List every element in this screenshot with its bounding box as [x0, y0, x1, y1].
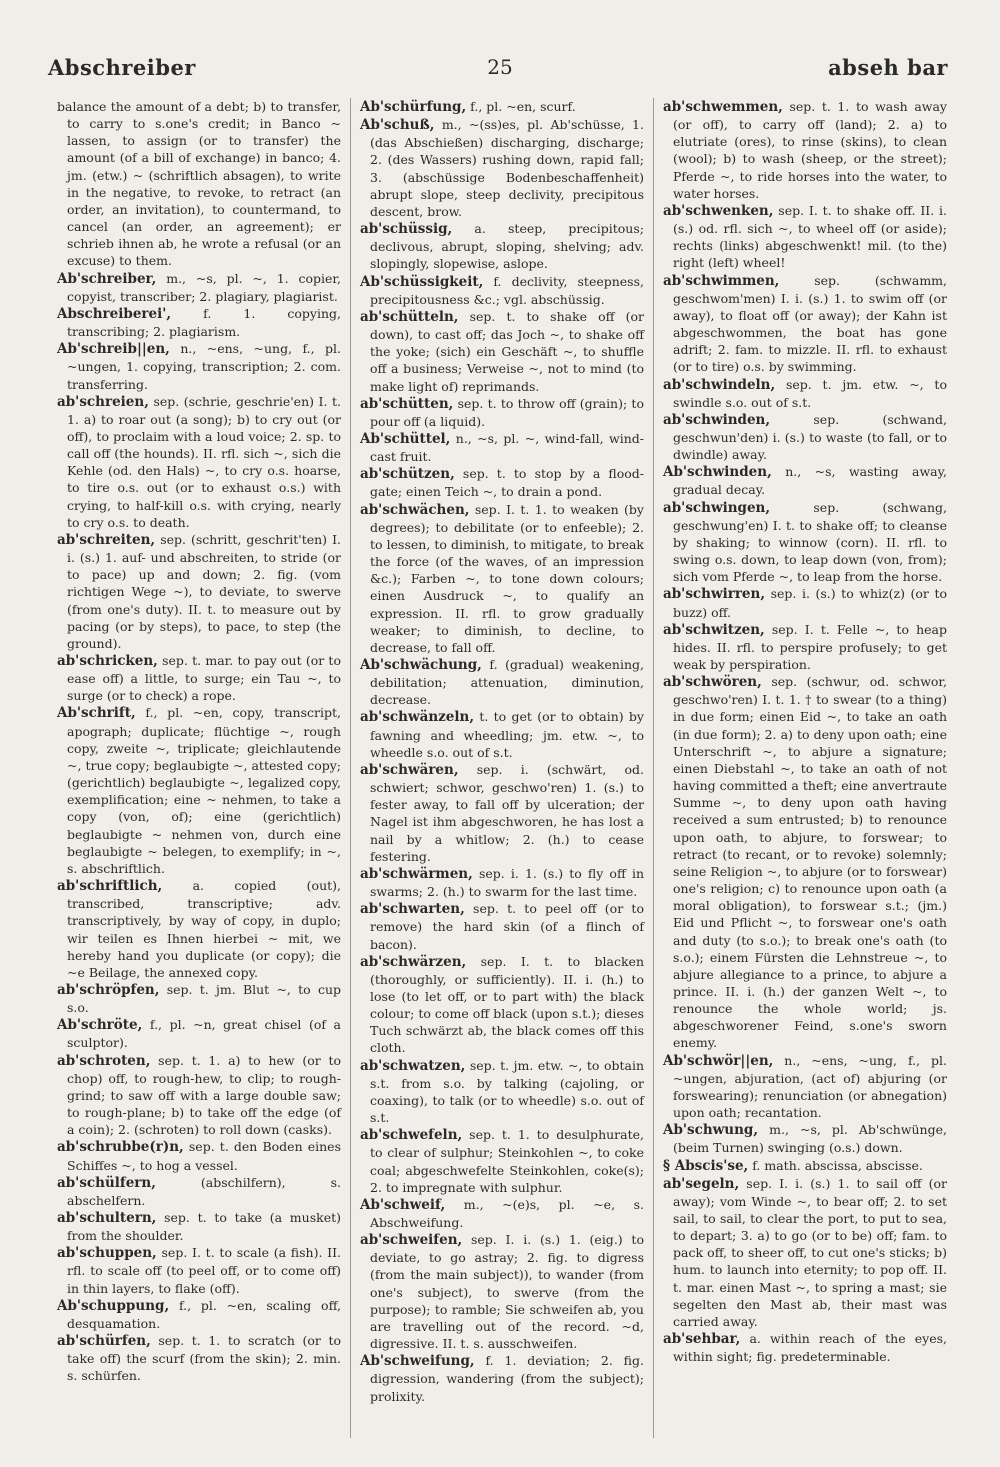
entry-headword: ab'schwärmen,: [360, 865, 473, 882]
dictionary-entry: [57, 877, 341, 981]
dictionary-entry: [57, 305, 341, 340]
dictionary-entry: [360, 98, 644, 116]
dictionary-entry: [57, 1174, 341, 1209]
dictionary-entry: [57, 340, 341, 392]
entry-headword: ab'schwimmen,: [663, 272, 780, 289]
entry-definition: f. (gradual) weakening, debilitation; attenuation, diminution, decrease.: [370, 657, 644, 708]
entry-definition: f., pl. ~en, scurf.: [470, 99, 576, 114]
entry-headword: ab'schreiten,: [57, 531, 156, 548]
entry-definition: m., ~(ss)es, pl. Ab'schüsse, 1. (das Abschießen) discharging, discharge; 2. (des Wassers) rushing down, rapid fall; 3. (abschüssige Bodenbeschaffenheit) abrupt slope, steep declivity, precipitous descent, brow.: [370, 117, 644, 219]
entry-definition: f., pl. ~en, copy, transcript, apograph; duplicate; flüchtige ~, rough copy, zweite ~, triplicate; gleichlautende ~, true copy; beglaubigte ~, attested copy; (gerichtlich) beglaubigte ~, legalized copy, exemplification; eine ~ nehmen, to take a copy (von, of); eine (gerichtlich) beglaubigte ~ nehmen von, durch eine beglaubigte ~ belegen, to exemplify; in ~, s. abschriftlich.: [67, 705, 341, 876]
entry-definition: sep. t. 1. to wash away (or off), to carry off (land); 2. a) to elutriate (ores), to rinse (skins), to clean (wool); b) to wash (sheep, or the street); Pferde ~, to ride horses into the water, to water horses.: [673, 99, 947, 201]
dictionary-entry: [57, 393, 341, 531]
dictionary-entry: [57, 1052, 341, 1139]
entry-definition: f., pl. ~en, scaling off, desquamation.: [67, 1297, 341, 1331]
entry-definition: m., ~s, pl. ~, 1. copier, copyist, transcriber; 2. plagiary, plagiarist.: [67, 270, 341, 304]
entry-headword: Ab'schweifung,: [360, 1353, 475, 1370]
dictionary-entry: [360, 501, 644, 656]
entry-headword: ab'schütteln,: [360, 308, 459, 325]
entry-headword: Ab'schwinden,: [663, 464, 772, 481]
entry-headword: Ab'schweif,: [360, 1196, 446, 1213]
dictionary-entry: [360, 1057, 644, 1127]
entry-definition: f. 1. copying, transcribing; 2. plagiarism.: [67, 305, 341, 340]
dictionary-entry: [360, 953, 644, 1057]
entry-definition: sep. t. 1. a) to hew (or to chop) off, to rough-hew, to clip; to rough-grind; to saw off with a large double saw; to rough-plane; b) to take off the edge (of a coin); 2. (schroten) to roll down (casks).: [67, 1052, 341, 1138]
entry-headword: ab'schuppen,: [57, 1245, 157, 1262]
column-3: [653, 98, 956, 1438]
entry-definition: m., ~s, pl. Ab'schwünge, (beim Turnen) swinging (o.s.) down.: [673, 1122, 947, 1156]
page-header: [0, 55, 1000, 91]
entry-headword: Ab'schrift,: [57, 705, 136, 722]
dictionary-entry: [360, 220, 644, 272]
entry-headword: Ab'schürfung,: [360, 99, 467, 115]
entry-definition: sep. I. t. 1. to weaken (by degrees); to debilitate (or to enfeeble); 2. to lessen, to diminish, to mitigate, to break the force (of the waves, of an impression &c.); Farben ~, to tone down colours; einen Ausdruck ~, to qualify an expression. II. rfl. to grow gradually weaker; to diminish, to decline, to decrease, to fall off.: [370, 501, 644, 655]
dictionary-entry: [663, 376, 947, 411]
dictionary-entry: [360, 1126, 644, 1196]
entry-headword: Ab'schuppung,: [57, 1297, 170, 1314]
entry-headword: Ab'schreib||en,: [57, 341, 170, 358]
entry-definition: sep. i. 1. (s.) to fly off in swarms; 2. (h.) to swarm for the last time.: [370, 865, 644, 900]
entry-definition: a. within reach of the eyes, within sight; fig. predeterminable.: [673, 1331, 947, 1365]
entry-headword: ab'schwänzeln,: [360, 709, 475, 726]
entry-definition: n., ~s, wasting away, gradual decay.: [673, 464, 947, 498]
entry-headword: ab'schülfern,: [57, 1174, 156, 1191]
dictionary-entry: [360, 116, 644, 220]
entry-headword: ab'schütten,: [360, 395, 454, 412]
dictionary-entry: [663, 411, 947, 463]
entry-definition: f. 1. deviation; 2. fig. digression, wandering (from the subject); prolixity.: [370, 1353, 644, 1404]
dictionary-entry: [57, 98, 341, 270]
dictionary-entry: [57, 1209, 341, 1244]
entry-headword: ab'schultern,: [57, 1210, 157, 1226]
dictionary-entry: [663, 585, 947, 620]
entry-headword: ab'schwären,: [360, 761, 459, 778]
entry-definition: m., ~(e)s, pl. ~e, s. Abschweifung.: [370, 1196, 644, 1230]
dictionary-entry: [57, 1244, 341, 1296]
entry-headword: ab'schwören,: [663, 674, 762, 691]
entry-headword: ab'sehbar,: [663, 1331, 741, 1348]
entry-headword: Ab'schwung,: [663, 1122, 759, 1139]
entry-definition: sep. t. mar. to pay out (or to ease off) a little, to surge; ein Tau ~, to surge (or to check) a rope.: [67, 653, 341, 704]
dictionary-entry: [663, 463, 947, 498]
entry-headword: Ab'schwör||en,: [663, 1052, 774, 1069]
entry-definition: sep. i. (s.) to whiz(z) (or to buzz) off.: [673, 586, 947, 620]
entry-headword: Ab'schüssigkeit,: [360, 273, 484, 290]
entry-definition: sep. (schwang, geschwung'en) I. t. to shake off; to cleanse by shaking; to winnow (corn). II. rfl. to swing o.s. down, to leap down (von, from); sich vom Pferde ~, to leap from the horse.: [673, 499, 947, 585]
entry-definition: sep. t. 1. to scratch (or to take off) the scurf (from the skin); 2. min. s. schürfen.: [67, 1333, 341, 1384]
entry-headword: § Abscis'se,: [663, 1157, 749, 1174]
entry-definition: sep. I. t. to scale (a fish). II. rfl. to scale off (to peel off, or to come off) in thin layers, to flake (off).: [67, 1245, 341, 1296]
entry-headword: ab'schricken,: [57, 653, 158, 669]
entry-headword: ab'schwemmen,: [663, 99, 783, 115]
entry-headword: Ab'schüttel,: [360, 430, 451, 447]
entry-definition: sep. t. jm. Blut ~, to cup s.o.: [67, 981, 341, 1016]
dictionary-entry: [57, 1016, 341, 1051]
entry-headword: ab'schützen,: [360, 466, 455, 483]
running-head-right: abseh bar: [828, 55, 948, 80]
entry-headword: ab'schwindeln,: [663, 376, 776, 393]
entry-headword: ab'schreien,: [57, 393, 149, 410]
entry-definition: sep. I. t. Felle ~, to heap hides. II. rfl. to perspire profusely; to get weak by perspiration.: [673, 621, 947, 672]
entry-definition: sep. I. i. (s.) 1. (eig.) to deviate, to go astray; 2. fig. to digress (from the main subject)), to wander (from one's subject), to swerve (from the purpose); to ramble; Sie schweifen ab, you are travelling out of the record. ~d, digressive. II. t. s. ausschweifen.: [370, 1232, 644, 1352]
entry-headword: ab'schwatzen,: [360, 1057, 466, 1074]
dictionary-entry: [663, 1175, 947, 1330]
dictionary-entry: [360, 465, 644, 500]
column-1: [48, 98, 350, 1438]
entry-headword: ab'schriftlich,: [57, 878, 163, 895]
entry-headword: ab'schwinden,: [663, 411, 771, 428]
entry-headword: ab'schweifen,: [360, 1232, 463, 1249]
dictionary-entry: [360, 395, 644, 430]
dictionary-entry: [360, 761, 644, 865]
dictionary-entry: [57, 981, 341, 1016]
entry-definition: sep. t. to shake off (or down), to cast off; das Joch ~, to shake off the yoke; (sich) ein Geschäft ~, to shuffle off a business; Verweise ~, not to mind (to make light of) reprimands.: [370, 308, 644, 394]
entry-definition: sep. (schrie, geschrie'en) I. t. 1. a) to roar out (a song); b) to cry out (or off), to proclaim with a loud voice; 2. sp. to call off (the hounds). II. rfl. sich ~, sich die Kehle (od. den Hals) ~, to cry o.s. hoarse, to tire o.s. out (or to exhaust o.s.) with crying, to half-kill o.s. with crying, nearly to cry o.s. to death.: [67, 393, 341, 530]
page-number: 25: [487, 55, 513, 79]
dictionary-entry: [57, 652, 341, 704]
dictionary-entry: [57, 531, 341, 652]
entry-headword: ab'schwächen,: [360, 501, 470, 518]
entry-definition: n., ~ens, ~ung, f., pl. ~ungen, 1. copying, transcription; 2. com. transferring.: [67, 341, 341, 392]
entry-definition: sep. t. to take (a musket) from the shoulder.: [67, 1210, 341, 1244]
entry-definition: sep. I. i. (s.) 1. to sail off (or away); vom Winde ~, to bear off; 2. to set sail, to sail, to clear the port, to put to sea, to depart; 3. a) to go (or to be) off; fam. to pack off, to sheer off, to cut one's sticks; b) hum. to launch into eternity; to pop off. II. t. mar. einen Mast ~, to spring a mast; sie segelten den Mast ab, their mast was carried away.: [673, 1175, 947, 1329]
entry-headword: Ab'schreiber,: [57, 270, 157, 287]
entry-headword: ab'schüssig,: [360, 221, 453, 238]
entry-definition: sep. I. t. to blacken (thoroughly, or sufficiently). II. i. (h.) to lose (to let off, or to part with) the black colour; to come off black (upon s.t.); dieses Tuch schwärzt ab, the black comes off this cloth.: [370, 953, 644, 1056]
entry-definition: a. copied (out), transcribed, transcriptive; adv. transcriptively, by way of copy, in duplo; wir teilen es Ihnen hierbei ~ mit, we hereby hand you duplicate (or copy); die ~e Beilage, the annexed copy.: [67, 878, 341, 980]
dictionary-entry: [360, 900, 644, 952]
entry-headword: Abschreiberei',: [57, 305, 172, 322]
dictionary-entry: [663, 499, 947, 586]
entry-headword: ab'schroten,: [57, 1052, 151, 1069]
entry-headword: ab'schwenken,: [663, 202, 774, 219]
entry-definition: sep. t. 1. to desulphurate, to clear of sulphur; Steinkohlen ~, to coke coal; abgeschwefelte Steinkohlen, coke(s); 2. to impregnate with sulphur.: [370, 1127, 644, 1195]
dictionary-entry: [57, 1332, 341, 1384]
entry-definition: sep. t. jm. etw. ~, to swindle s.o. out of s.t.: [673, 376, 947, 410]
entry-headword: ab'schröpfen,: [57, 981, 160, 998]
dictionary-entry: [360, 430, 644, 465]
entry-definition: a. steep, precipitous; declivous, abrupt, sloping, shelving; adv. slopingly, slopewise, aslope.: [370, 221, 644, 272]
dictionary-entry: [663, 98, 947, 202]
entry-headword: Ab'schwächung,: [360, 657, 482, 673]
entry-definition: sep. i. (schwärt, od. schwiert; schwor, geschwo'ren) 1. (s.) to fester away, to fall off by ulceration; der Nagel ist ihm abgeschworen, he has lost a nail by a whitlow; 2. (h.) to cease festering.: [370, 761, 644, 864]
entry-definition: sep. (schwand, geschwun'den) i. (s.) to waste (to fall, or to dwindle) away.: [673, 411, 947, 463]
entry-definition: sep. (schwur, od. schwor, geschwo'ren) I. t. 1. † to swear (to a thing) in due form; einen Eid ~, to take an oath (in due form); 2. a) to deny upon oath; eine Unterschrift ~, to abjure a signature; einen Diebstahl ~, to take an oath of not having committed a theft; eine anvertraute Summe ~, to deny upon oath having received a sum entrusted; b) to renounce upon oath, to abjure, to forswear; to retract (to recant, or to revoke) solemnly; seine Religion ~, to abjure (or to forswear) one's religion; c) to renounce upon oath (a moral obligation), to forswear s.t.; (jm.) Eid und Pflicht ~, to forswear one's oath and duty (to s.o.); to break one's oath (to s.o.); einem Fürsten die Lehnstreue ~, to abjure allegiance to a prince, to abjure a prince. II. i. (h.) der ganzen Welt ~, to renounce the whole world; js. abgeschworener Feind, s.one's sworn enemy.: [673, 674, 947, 1051]
entry-headword: Ab'schröte,: [57, 1017, 143, 1034]
dictionary-entry: [663, 1330, 947, 1365]
entry-definition: sep. t. den Boden eines Schiffes ~, to hog a vessel.: [67, 1139, 341, 1173]
dictionary-entry: [360, 656, 644, 708]
entry-definition: sep. (schritt, geschrit'ten) I. i. (s.) 1. auf- und abschreiten, to stride (or to pace) up and down; 2. fig. (vom richtigen Wege ~), to deviate, to swerve (from one's duty). II. t. to measure out by pacing (or by steps), to pace, to step (the ground).: [67, 531, 341, 651]
entry-headword: ab'schwirren,: [663, 586, 766, 603]
dictionary-entry: [57, 1297, 341, 1332]
dictionary-entry: [663, 1052, 947, 1122]
dictionary-entry: [663, 1121, 947, 1156]
dictionary-entry: [360, 308, 644, 395]
dictionary-entry: [360, 273, 644, 308]
entry-headword: ab'schürfen,: [57, 1333, 151, 1350]
dictionary-entry: [360, 708, 644, 760]
entry-definition: t. to get (or to obtain) by fawning and wheedling; jm. etw. ~, to wheedle s.o. out of s.t.: [370, 709, 644, 760]
entry-definition: n., ~s, pl. ~, wind-fall, wind-cast fruit.: [370, 430, 644, 465]
entry-definition: f. math. abscissa, abscisse.: [752, 1157, 923, 1173]
dictionary-entry: [57, 270, 341, 305]
dictionary-entry: [360, 1352, 644, 1404]
entry-definition: balance the amount of a debt; b) to transfer, to carry to s.one's credit; in Banco ~ lassen, to assign (or to transfer) the amount (of a bill of exchange) in banco; 4. jm. (etw.) ~ (schriftlich absagen), to write in the negative, to revoke, to retract (an order, an invitation), to countermand, to cancel (an order, an agreement); er schrieb ihnen ab, he wrote a refusal (or an excuse) to them.: [57, 99, 341, 269]
dictionary-entry: [663, 1157, 947, 1175]
dictionary-entry: [663, 202, 947, 272]
entry-headword: ab'schwarten,: [360, 901, 465, 918]
entry-headword: ab'schwefeln,: [360, 1127, 463, 1144]
entry-definition: sep. t. to throw off (grain); to pour off (a liquid).: [370, 395, 644, 429]
entry-headword: ab'schwingen,: [663, 499, 771, 516]
entry-definition: sep. t. to peel off (or to remove) the hard skin (of a flinch of bacon).: [370, 901, 644, 952]
dictionary-entry: [663, 621, 947, 673]
column-2: [350, 98, 653, 1438]
dictionary-entry: [663, 673, 947, 1051]
dictionary-entry: [663, 272, 947, 376]
entry-headword: ab'schwitzen,: [663, 621, 765, 638]
entry-definition: sep. I. t. to shake off. II. i. (s.) od. rfl. sich ~, to wheel off (or aside); rechts (links) abgeschwenkt! mil. (to the) right (left) wheel!: [673, 202, 948, 271]
dictionary-columns: [48, 98, 956, 1438]
entry-definition: n., ~ens, ~ung, f., pl. ~ungen, abjuration, (act of) abjuring (or forswearing); renunciation (or abnegation) upon oath; recantation.: [673, 1052, 947, 1121]
entry-definition: (abschilfern), s. abschelfern.: [67, 1174, 341, 1208]
dictionary-entry: [360, 1196, 644, 1231]
dictionary-entry: [360, 1231, 644, 1352]
entry-headword: Ab'schuß,: [360, 117, 435, 134]
dictionary-entry: [360, 865, 644, 900]
entry-headword: ab'schwärzen,: [360, 953, 467, 970]
entry-definition: sep. t. jm. etw. ~, to obtain s.t. from s.o. by talking (cajoling, or coaxing), to talk (or to wheedle) s.o. out of s.t.: [370, 1057, 645, 1126]
entry-definition: f., pl. ~n, great chisel (of a sculptor).: [67, 1017, 341, 1051]
dictionary-entry: [57, 704, 341, 877]
entry-definition: sep. t. to stop by a flood-gate; einen Teich ~, to drain a pond.: [370, 466, 644, 500]
dictionary-entry: [57, 1138, 341, 1173]
running-head-left: Abschreiber: [48, 55, 196, 80]
entry-headword: ab'segeln,: [663, 1175, 740, 1192]
entry-definition: sep. (schwamm, geschwom'men) I. i. (s.) 1. to swim off (or away), to float off (or away); der Kahn ist abgeschwommen, the boat has gone adrift; 2. fam. to mizzle. II. rfl. to exhaust (or to tire) o.s. by swimming.: [673, 272, 947, 375]
entry-definition: f. declivity, steepness, precipitousness &c.; vgl. abschüssig.: [370, 273, 644, 307]
entry-headword: ab'schrubbe(r)n,: [57, 1139, 184, 1156]
